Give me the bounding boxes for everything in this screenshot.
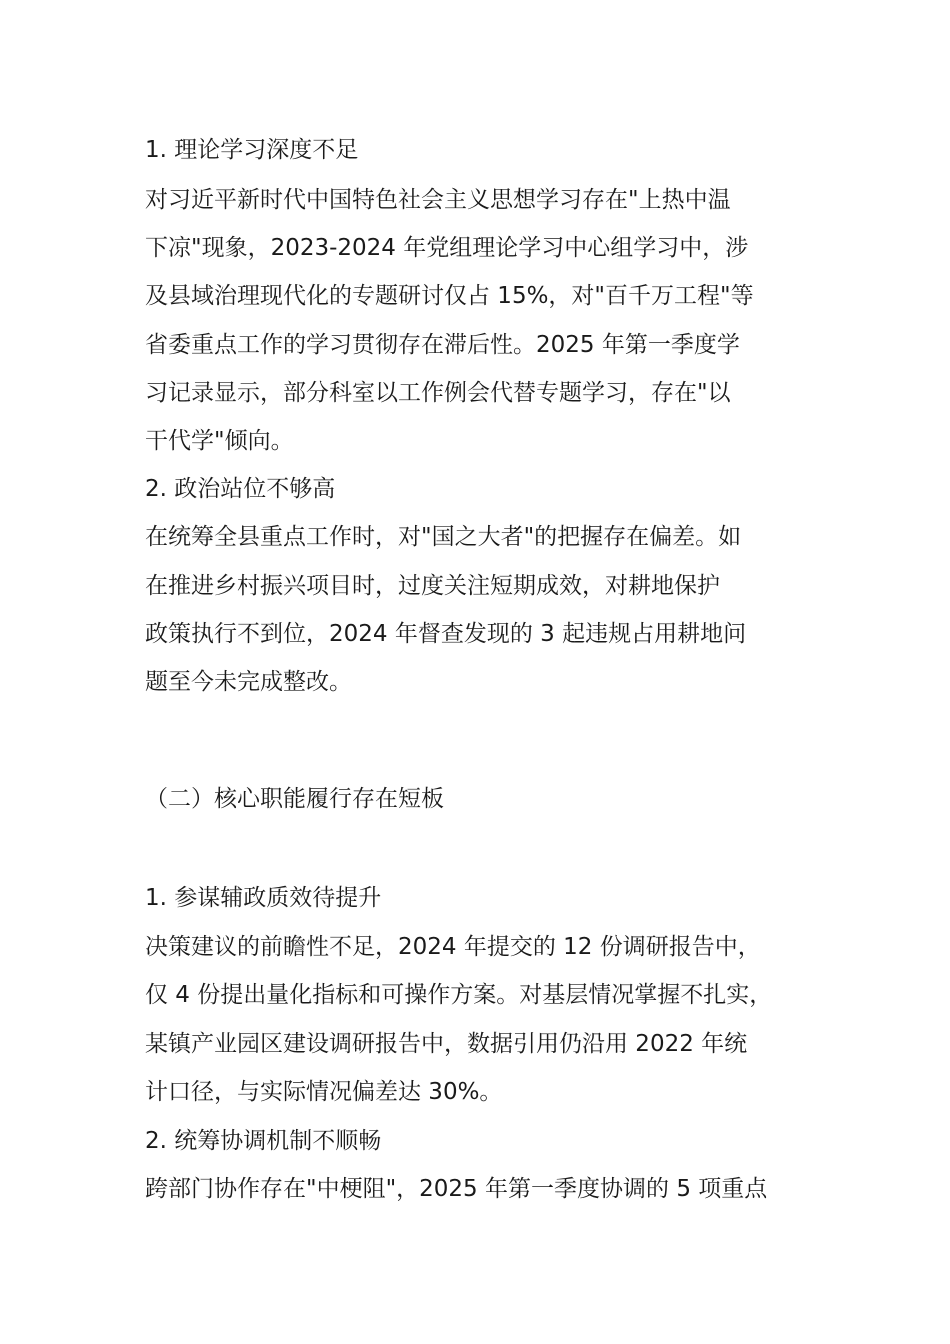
paragraph-line: 跨部门协作存在"中梗阻"，2025 年第一季度协调的 5 项重点: [145, 1176, 768, 1202]
paragraph-line: 在推进乡村振兴项目时，过度关注短期成效，对耕地保护: [145, 573, 720, 599]
heading-coordination-mechanism: 2. 统筹协调机制不顺畅: [145, 1128, 382, 1154]
paragraph-line: 在统筹全县重点工作时，对"国之大者"的把握存在偏差。如: [145, 524, 742, 550]
paragraph-line: 干代学"倾向。: [145, 428, 294, 454]
paragraph-line: 习记录显示，部分科室以工作例会代替专题学习，存在"以: [145, 380, 731, 406]
heading-advisory-quality: 1. 参谋辅政质效待提升: [145, 885, 382, 911]
paragraph-line: 及县域治理现代化的专题研讨仅占 15%，对"百千万工程"等: [145, 283, 754, 309]
heading-theory-study: 1. 理论学习深度不足: [145, 137, 359, 163]
heading-political-stance: 2. 政治站位不够高: [145, 476, 336, 502]
paragraph-line: 省委重点工作的学习贯彻存在滞后性。2025 年第一季度学: [145, 332, 740, 358]
paragraph-line: 题至今未完成整改。: [145, 669, 352, 695]
paragraph-line: 下凉"现象，2023-2024 年党组理论学习中心组学习中，涉: [145, 235, 749, 261]
paragraph-line: 决策建议的前瞻性不足，2024 年提交的 12 份调研报告中，: [145, 934, 761, 960]
paragraph-line: 政策执行不到位，2024 年督查发现的 3 起违规占用耕地问: [145, 621, 747, 647]
section-title-core-functions: （二）核心职能履行存在短板: [145, 786, 444, 812]
paragraph-line: 某镇产业园区建设调研报告中，数据引用仍沿用 2022 年统: [145, 1031, 748, 1057]
paragraph-line: 计口径，与实际情况偏差达 30%。: [145, 1079, 503, 1105]
paragraph-line: 仅 4 份提出量化指标和可操作方案。对基层情况掌握不扎实，: [145, 982, 773, 1008]
paragraph-line: 对习近平新时代中国特色社会主义思想学习存在"上热中温: [145, 187, 731, 213]
